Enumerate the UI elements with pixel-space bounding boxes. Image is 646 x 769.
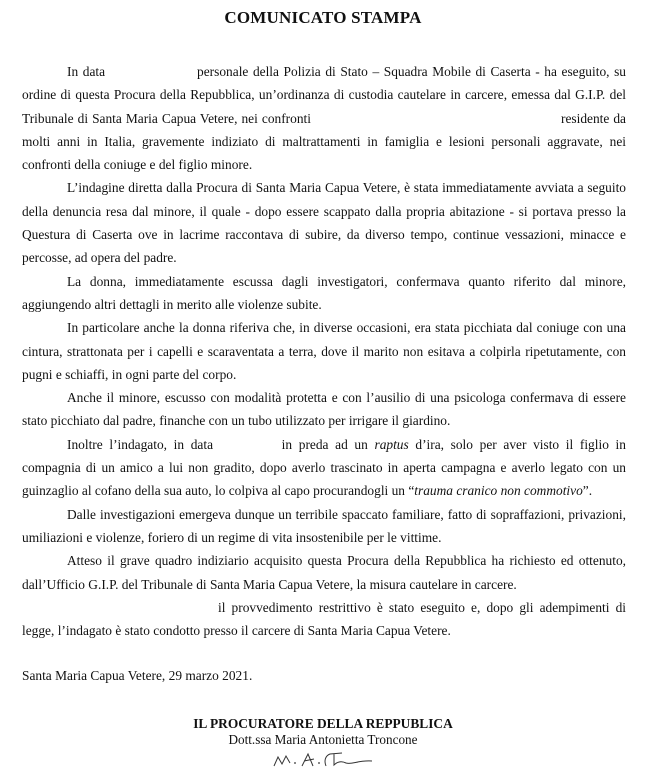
paragraph-5: Anche il minore, escusso con modalità protetta e con l’ausilio di una psicologa confermava di essere stato picchiato dal padre, finanche con un tubo utilizzato per irrigare il giardino. (22, 390, 626, 429)
place-date: Santa Maria Capua Vetere, 29 marzo 2021. (22, 668, 253, 683)
paragraph-3: La donna, immediatamente escussa dagli investigatori, confermava quanto riferito dal minore, aggiungendo altri dettagli in merito alle violenze subite. (22, 273, 626, 312)
signature-block (0, 716, 646, 769)
paragraph-8: Atteso il grave quadro indiziario acquisito questa Procura della Repubblica ha richiesto ed ottenuto, dall’Ufficio G.I.P. del Tribunale di Santa Maria Capua Vetere, la misura cautelare in carcere. (22, 553, 626, 592)
handwritten-signature-icon (268, 749, 378, 769)
p1-text-c: residente da molti anni in Italia, gravemente indiziato di maltrattamenti in famiglia e lesioni personali aggravate, nei confronti della coniuge e del figlio minore. (22, 110, 626, 173)
p6-text-c: d’ira, solo per aver visto il figlio in compagnia di un amico a lui non gradito, dopo averlo trascinato in aperta campagna e averlo legato con un guinzaglio al cofano della sua auto, lo colpiva al capo procurandogli un “ (22, 436, 626, 499)
p9-text: il provvedimento restrittivo è stato eseguito e, dopo gli adempimenti di legge, l’indagato è stato condotto presso il carcere di Santa Maria Capua Vetere. (22, 599, 626, 639)
paragraph-6 (22, 433, 626, 503)
p6-text-b: in preda ad un (281, 436, 368, 452)
p1-text-b: personale della Polizia di Stato – Squadra Mobile di Caserta - ha eseguito, su ordine di questa Procura della Repubblica, un’ordinanza di custodia cautelare in carcere, emessa dal G.I.P. del Tribunale di Santa Maria Capua Vetere, nei confronti (22, 64, 626, 126)
document-body (22, 60, 626, 642)
p6-text-d: ”. (582, 483, 593, 499)
p6-italic-quote: trauma cranico non commotivo (414, 483, 583, 499)
signatory-name: Dott.ssa Maria Antonietta Troncone (228, 732, 418, 747)
p6-italic-raptus: raptus (374, 436, 409, 452)
document-title: COMUNICATO STAMPA (224, 8, 422, 27)
paragraph-2: L’indagine diretta dalla Procura di Santa Maria Capua Vetere, è stata immediatamente avviata a seguito della denuncia resa dal minore, il quale - dopo essere scappato dalla propria abitazione - si portava presso la Questura di Caserta ove in lacrime raccontava di subire, da diverso tempo, continue vessazioni, minacce e percosse, ad opera del padre. (22, 180, 626, 266)
p6-text-a: Inoltre l’indagato, in data (67, 436, 214, 452)
signatory-role: IL PROCURATORE DELLA REPPUBLICA (193, 716, 453, 731)
paragraph-7: Dalle investigazioni emergeva dunque un terribile spaccato familiare, fatto di sopraffazioni, privazioni, umiliazioni e violenze, foriero di un regime di vita insostenibile per le vittime. (22, 506, 626, 545)
paragraph-9 (22, 596, 626, 643)
p1-text-a: In data (67, 64, 106, 79)
paragraph-4: In particolare anche la donna riferiva che, in diverse occasioni, era stata picchiata dal coniuge con una cintura, strattonata per i capelli e scaraventata a terra, dove il marito non esitava a colpirla ripetutamente, con pugni e schiaffi, in ogni parte del corpo. (22, 320, 626, 382)
paragraph-1 (22, 60, 626, 176)
